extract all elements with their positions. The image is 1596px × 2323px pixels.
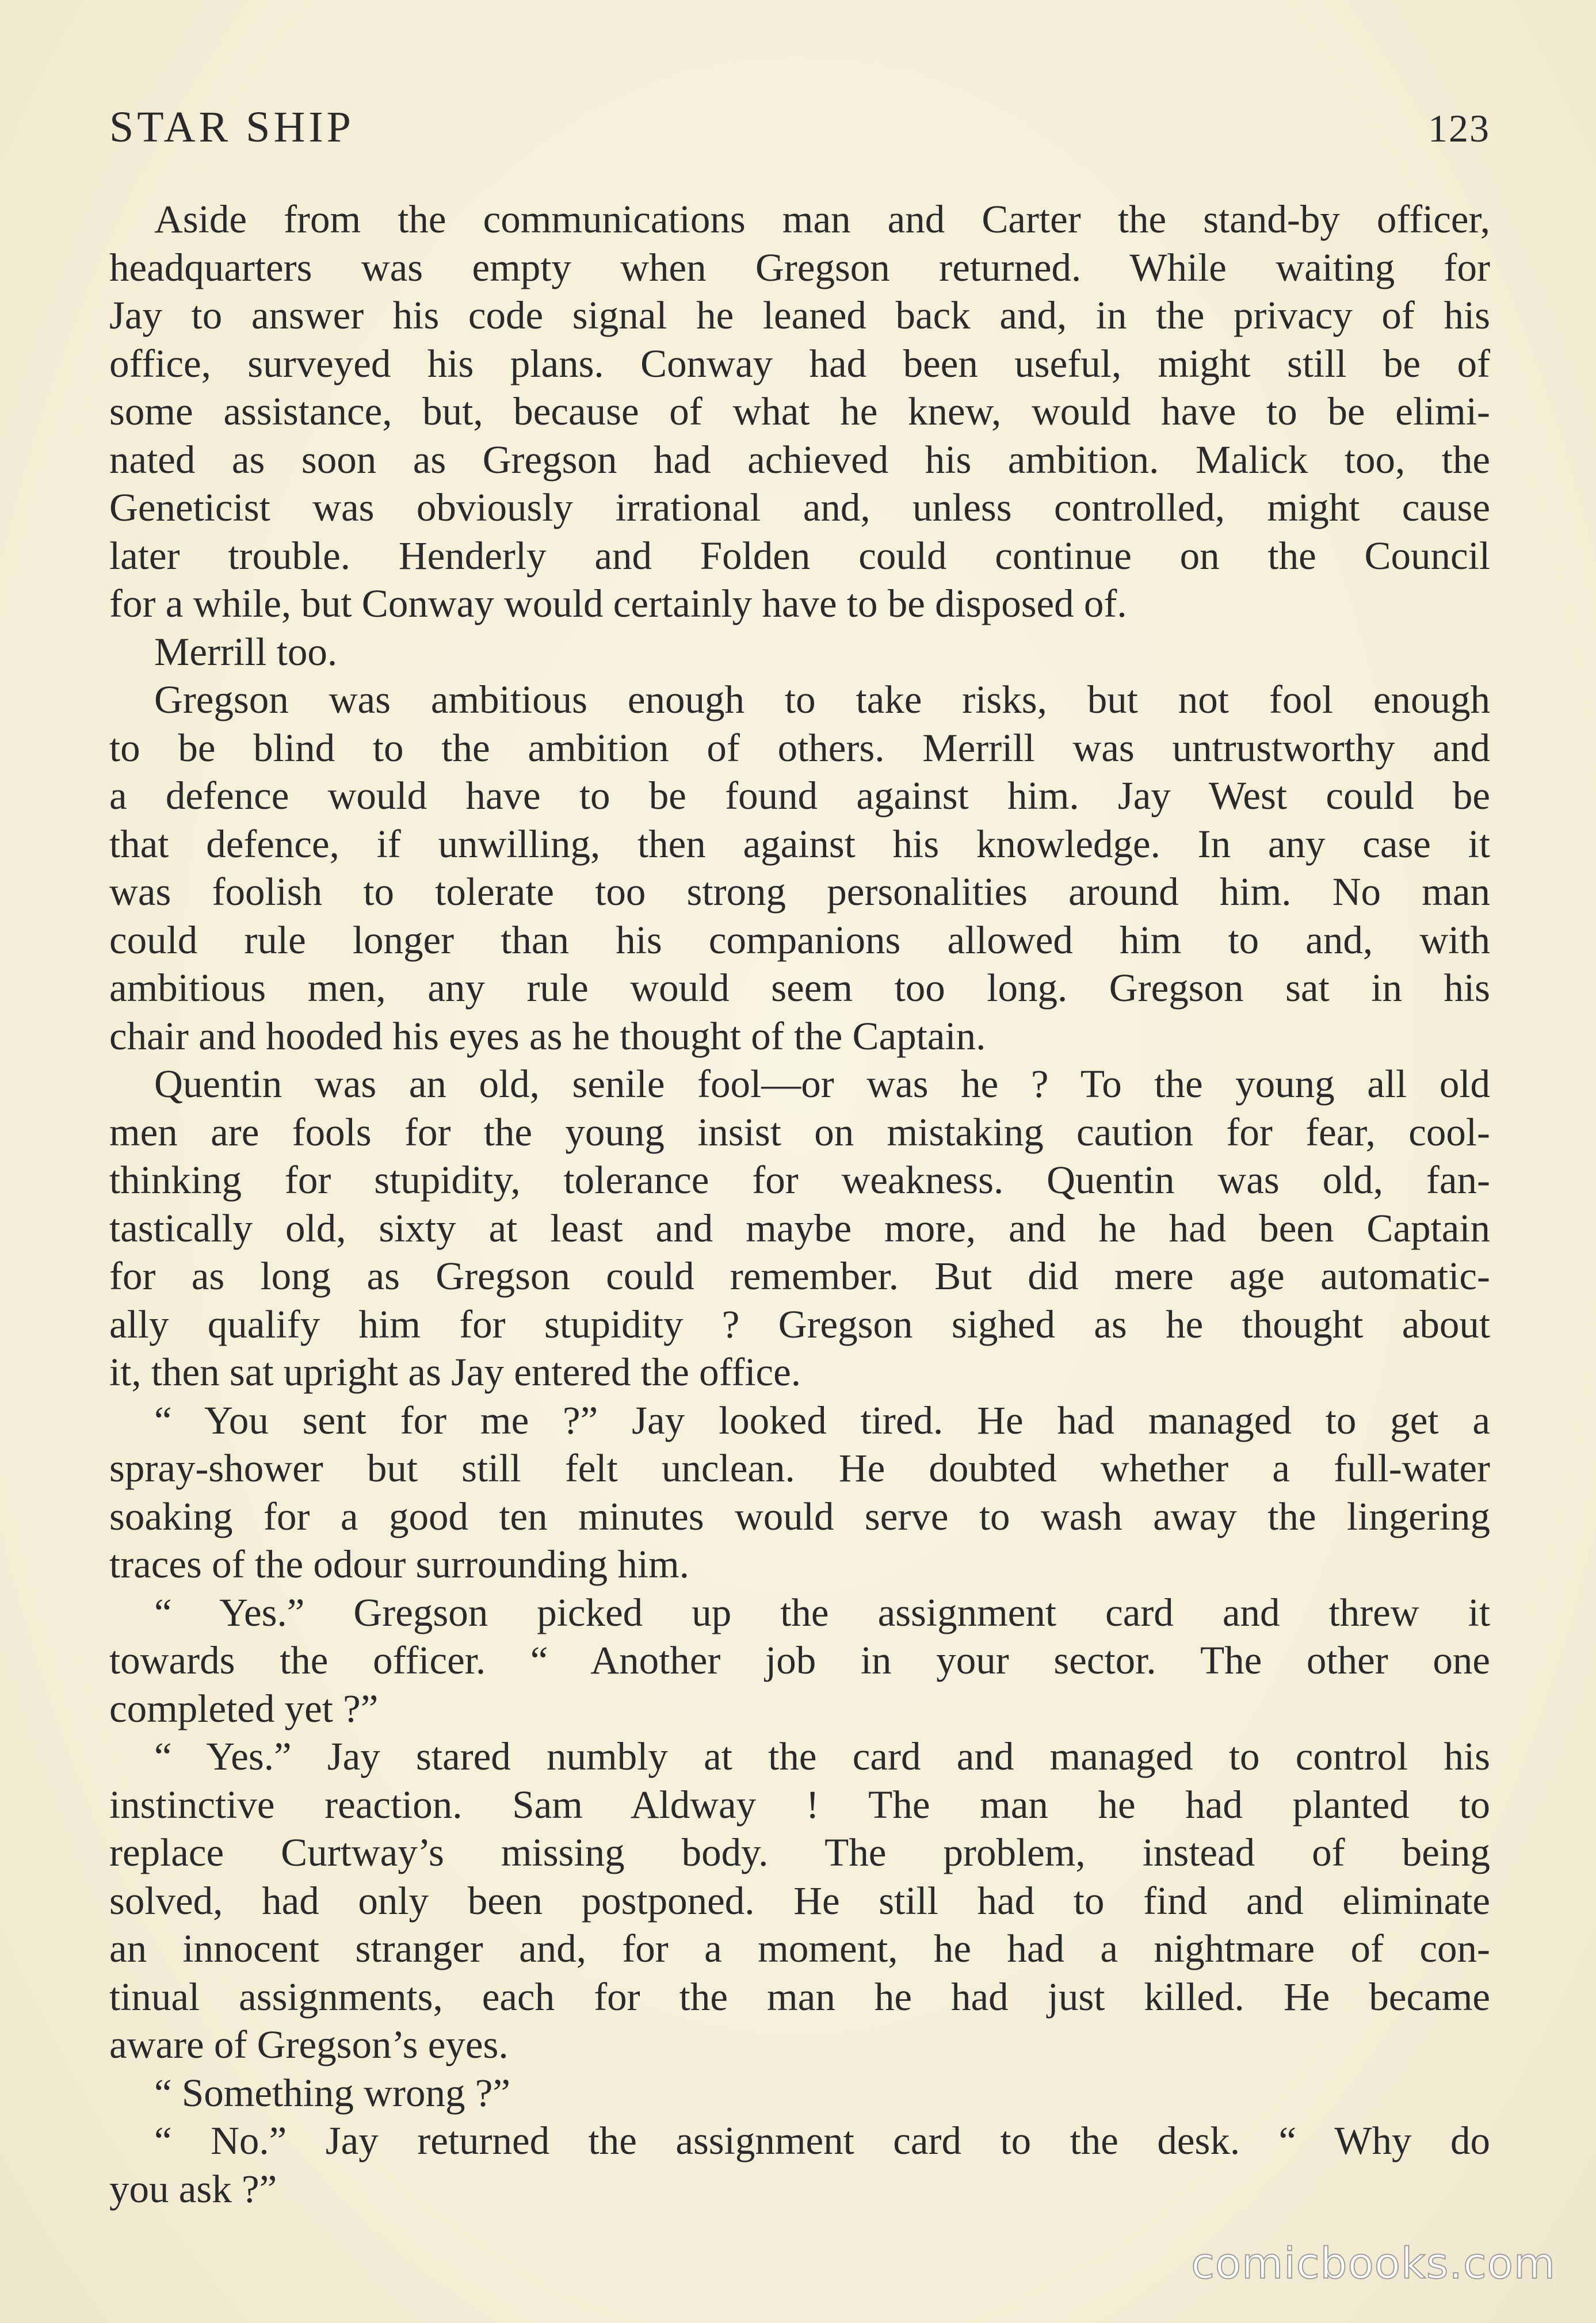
text-line: it, then sat upright as Jay entered the office.: [109, 1350, 801, 1394]
text-line: men are fools for the young insist on mistaking caution for fear, cool-: [109, 1110, 1490, 1154]
text-line: an innocent stranger and, for a moment, he had a nightmare of con-: [109, 1927, 1490, 1970]
text-line: Geneticist was obviously irrational and, unless controlled, might cause: [109, 486, 1490, 529]
text-line: ally qualify him for stupidity ? Gregson sighed as he thought about: [109, 1302, 1490, 1346]
text-line: towards the officer. “ Another job in your sector. The other one: [109, 1638, 1490, 1682]
page-number: 123: [1428, 106, 1490, 150]
text-line: “ No.” Jay returned the assignment card to the desk. “ Why do: [154, 2119, 1490, 2162]
text-line: some assistance, but, because of what he knew, would have to be elimi-: [109, 389, 1490, 433]
text-line: to be blind to the ambition of others. Merrill was untrustworthy and: [109, 725, 1490, 770]
text-line: thinking for stupidity, tolerance for weakness. Quentin was old, fan-: [109, 1158, 1490, 1202]
text-line: for a while, but Conway would certainly have to be disposed of.: [109, 582, 1127, 625]
text-line: was foolish to tolerate too strong personalities around him. No man: [109, 870, 1490, 914]
text-line: you ask ?”: [109, 2167, 277, 2211]
running-title: STAR SHIP: [109, 103, 354, 151]
text-line: nated as soon as Gregson had achieved his ambition. Malick too, the: [109, 437, 1490, 482]
text-line: replace Curtway’s missing body. The problem, instead of being: [109, 1831, 1490, 1874]
text-line: office, surveyed his plans. Conway had been useful, might still be of: [109, 341, 1490, 385]
text-line: “ Yes.” Gregson picked up the assignment card and threw it: [154, 1590, 1490, 1634]
text-line: could rule longer than his companions allowed him to and, with: [109, 918, 1490, 962]
text-line: tinual assignments, each for the man he had just killed. He became: [109, 1974, 1490, 2019]
text-line: Jay to answer his code signal he leaned back and, in the privacy of his: [109, 293, 1490, 337]
body-text: [109, 196, 1490, 2213]
text-line: tastically old, sixty at least and maybe more, and he had been Captain: [109, 1206, 1490, 1250]
text-line: Quentin was an old, senile fool—or was he ? To the young all old: [154, 1062, 1490, 1106]
text-line: spray-shower but still felt unclean. He doubted whether a full-water: [109, 1446, 1490, 1490]
text-line: traces of the odour surrounding him.: [109, 1542, 689, 1586]
text-line: completed yet ?”: [109, 1686, 379, 1730]
text-line: “ You sent for me ?” Jay looked tired. He had managed to get a: [154, 1398, 1490, 1442]
text-line: aware of Gregson’s eyes.: [109, 2023, 509, 2066]
text-line: instinctive reaction. Sam Aldway ! The man he had planted to: [109, 1782, 1490, 1827]
text-line: Aside from the communications man and Carter the stand-by officer,: [154, 197, 1490, 241]
text-line: soaking for a good ten minutes would serve to wash away the lingering: [109, 1494, 1490, 1538]
text-line: a defence would have to be found against him. Jay West could be: [109, 774, 1490, 817]
text-line: that defence, if unwilling, then against his knowledge. In any case it: [109, 822, 1490, 866]
text-line: “ Something wrong ?”: [154, 2070, 510, 2115]
running-head: [109, 92, 1490, 155]
text-line: Gregson was ambitious enough to take risks, but not fool enough: [154, 678, 1490, 721]
text-line: “ Yes.” Jay stared numbly at the card and managed to control his: [154, 1734, 1490, 1778]
text-line: ambitious men, any rule would seem too long. Gregson sat in his: [109, 966, 1490, 1010]
text-line: headquarters was empty when Gregson returned. While waiting for: [109, 245, 1490, 289]
text-line: later trouble. Henderly and Folden could continue on the Council: [109, 533, 1490, 578]
text-line: chair and hooded his eyes as he thought of the Captain.: [109, 1014, 986, 1058]
watermark-logo: comicbooks.com: [1191, 2239, 1556, 2288]
text-line: Merrill too.: [154, 629, 338, 674]
text-line: solved, had only been postponed. He still had to find and eliminate: [109, 1878, 1490, 1923]
text-line: for as long as Gregson could remember. But did mere age automatic-: [109, 1254, 1490, 1298]
